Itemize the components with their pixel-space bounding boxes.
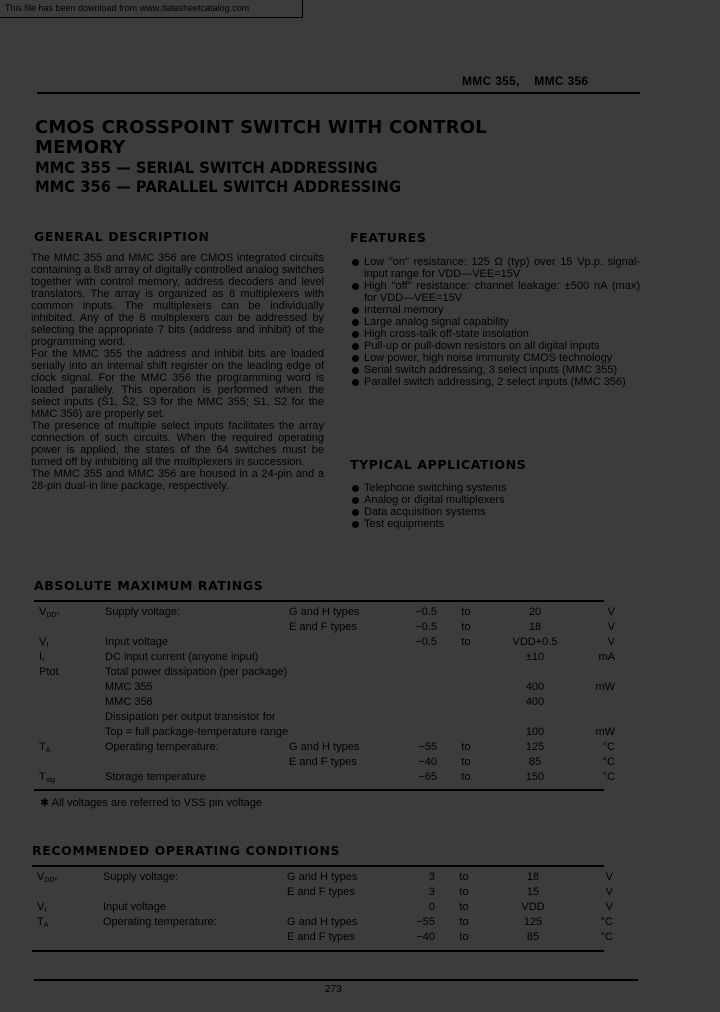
cell-unit: V: [607, 606, 615, 618]
cell-max: VDD+0.5: [512, 636, 558, 648]
table-rule: [32, 865, 604, 867]
cell-unit: mW: [595, 681, 615, 693]
cell-type: [289, 695, 397, 710]
cell-unit: [575, 710, 615, 725]
cell-unit: V: [605, 901, 613, 913]
cell-type: [289, 680, 397, 695]
symbol-main: Ptot: [39, 666, 59, 678]
symbol-main: V: [39, 606, 47, 618]
symbol-subscript: DD*: [44, 877, 58, 884]
symbol: [32, 930, 103, 945]
header-part-numbers: MMC 355, MMC 356: [462, 74, 589, 88]
cell-max: [495, 665, 575, 680]
bullet-icon: [352, 307, 359, 314]
cell-type: [289, 650, 397, 665]
title-line-2: MEMORY: [35, 137, 126, 158]
list-item: [350, 280, 640, 304]
cell-unit: mW: [595, 726, 615, 738]
cell-param: Input voltage: [105, 636, 168, 648]
cell-max: 85: [528, 756, 542, 768]
title-line-4: MMC 356 — PARALLEL SWITCH ADDRESSING: [35, 177, 402, 196]
cell-param: Dissipation per output transistor for: [105, 711, 276, 723]
bullet-icon: [352, 509, 359, 516]
cell-type: [289, 710, 397, 725]
cell-to: [437, 710, 495, 725]
page-number: 273: [325, 984, 342, 995]
paragraph: For the MMC 355 the address and inhibit bits are loaded serially into an internal shift register on the leading edge of clock signal. For the MMC 356 the programming word is loaded parallely. This operation is performed when the select inputs (S̄1, S̄2, S3 for the MMC 355; S1, S2 for the MMC 356) are properly set.: [31, 348, 324, 420]
general-description-heading: GENERAL DESCRIPTION: [34, 229, 210, 244]
cell-param: Total power dissipation (per package): [105, 666, 288, 678]
table-row: [34, 680, 615, 695]
bullet-icon: [352, 319, 359, 326]
list-item-text: Large analog signal capability: [364, 316, 509, 328]
cell-min: −0.5: [415, 636, 437, 648]
cell-param: [103, 885, 287, 900]
list-item: [350, 256, 640, 280]
paragraph: The MMC 355 and MMC 356 are housed in a 24-pin and a 28-pin dual-in line package, respectively.: [31, 468, 324, 492]
cell-to: [437, 725, 495, 740]
symbol: [34, 665, 105, 680]
cell-type: G and H types: [287, 871, 358, 883]
cell-to: to: [459, 886, 469, 898]
cell-to: to: [461, 636, 471, 648]
list-item: [350, 304, 640, 316]
cell-unit: V: [605, 871, 613, 883]
symbol-main: V: [37, 871, 45, 883]
cell-to: to: [461, 741, 471, 753]
table-row: [32, 930, 613, 945]
table-row: [32, 885, 613, 900]
cell-unit: °C: [602, 771, 615, 783]
bullet-icon: [352, 343, 359, 350]
symbol-subscript: DD*: [46, 612, 60, 619]
symbol-main: T: [39, 771, 46, 783]
symbol: [34, 770, 105, 785]
list-item: [350, 364, 640, 376]
paragraph: The MMC 355 and MMC 356 are CMOS integrated circuits containing a 8x8 array of digitally controlled analog switches together with control memory, address decoders and level translators. The array is organized as 8 multiplexers with common inputs. The multiplexers can be individually inhibited. Any of the 8 multiplexers can be addressed by selecting the appropriate 7 bits (address and inhibit) of the programming word.: [31, 252, 324, 348]
symbol-subscript: I: [46, 642, 49, 649]
symbol-subscript: stg: [45, 777, 56, 784]
list-item-text: Serial switch addressing, 3 select inputs (MMC 355): [364, 364, 618, 376]
cell-to: to: [459, 871, 469, 883]
abs-max-heading: ABSOLUTE MAXIMUM RATINGS: [34, 578, 264, 593]
table-row: [34, 695, 615, 710]
table-rule: [34, 789, 604, 791]
cell-to: to: [459, 931, 469, 943]
cell-type: E and F types: [287, 886, 355, 898]
cell-type: E and F types: [287, 931, 355, 943]
symbol: [34, 635, 105, 650]
cell-to: to: [461, 771, 471, 783]
bullet-icon: [352, 379, 359, 386]
cell-param: Supply voltage:: [105, 606, 181, 618]
cell-type: E and F types: [289, 621, 357, 633]
cell-min: 0: [428, 901, 435, 913]
symbol: [34, 695, 105, 710]
download-banner: This file has been download from www.datasheetcatalog.com: [0, 0, 303, 18]
table-row: [34, 740, 615, 755]
cell-unit: °C: [600, 916, 613, 928]
cell-to: [437, 665, 495, 680]
cell-max: 18: [528, 621, 542, 633]
cell-unit: V: [607, 636, 615, 648]
cell-max: VDD: [521, 901, 545, 913]
table-row: [34, 635, 615, 650]
table-row: [34, 710, 615, 725]
cell-min: −65: [418, 771, 437, 783]
cell-to: [437, 695, 495, 710]
bullet-icon: [352, 485, 359, 492]
cell-max: 85: [526, 931, 540, 943]
header-rule: [37, 92, 640, 94]
abs-max-table: [34, 605, 615, 785]
table-row: [34, 665, 615, 680]
symbol: [32, 885, 103, 900]
cell-min: −0.5: [415, 621, 437, 633]
cell-min: [397, 650, 437, 665]
cell-unit: [575, 665, 615, 680]
rec-op-heading: RECOMMENDED OPERATING CONDITIONS: [32, 843, 341, 858]
cell-unit: °C: [602, 756, 615, 768]
cell-type: G and H types: [287, 916, 358, 928]
cell-type: G and H types: [289, 741, 360, 753]
title-line-3: MMC 355 — SERIAL SWITCH ADDRESSING: [35, 158, 378, 177]
cell-to: [437, 680, 495, 695]
applications-list: [350, 482, 640, 530]
table-row: [34, 755, 615, 770]
symbol-main: V: [39, 636, 47, 648]
table-row: [34, 605, 615, 620]
cell-type: [289, 665, 397, 680]
table-row: [32, 915, 613, 930]
cell-max: 18: [526, 871, 540, 883]
cell-param: DC input current (anyone input): [105, 651, 259, 663]
bullet-icon: [352, 355, 359, 362]
cell-min: −55: [416, 916, 435, 928]
cell-param: MMC 356: [105, 696, 153, 708]
table-row: [34, 620, 615, 635]
cell-max: 150: [525, 771, 545, 783]
symbol: [34, 755, 105, 770]
cell-to: to: [461, 756, 471, 768]
symbol: [34, 710, 105, 725]
bullet-icon: [352, 331, 359, 338]
cell-min: −55: [418, 741, 437, 753]
cell-max: 400: [525, 681, 545, 693]
list-item: [350, 340, 640, 352]
cell-min: [397, 695, 437, 710]
table-row: [34, 725, 615, 740]
list-item: [350, 494, 640, 506]
bullet-icon: [352, 497, 359, 504]
cell-max: 20: [528, 606, 542, 618]
symbol-subscript: I: [42, 657, 45, 664]
list-item-text: High "off" resistance: channel leakage: ±500 nA (max) for VDD—VEE=15V: [364, 280, 640, 304]
cell-param: Supply voltage:: [103, 871, 179, 883]
list-item-text: Telephone switching systems: [364, 482, 507, 494]
cell-max: ±10: [525, 651, 545, 663]
list-item-text: Parallel switch addressing, 2 select inputs (MMC 356): [364, 376, 626, 388]
cell-max: 125: [523, 916, 543, 928]
list-item-text: Analog or digital multiplexers: [364, 494, 505, 506]
cell-type: [289, 770, 397, 785]
bullet-icon: [352, 259, 359, 266]
list-item: [350, 506, 640, 518]
list-item: [350, 352, 640, 364]
symbol-main: I: [39, 651, 43, 663]
footer-rule: [34, 979, 638, 981]
symbol-subscript: A: [43, 922, 49, 929]
list-item: [350, 482, 640, 494]
cell-unit: V: [605, 886, 613, 898]
cell-max: 100: [525, 726, 545, 738]
rec-op-table: [32, 870, 613, 945]
table-row: [34, 650, 615, 665]
cell-min: [397, 725, 437, 740]
symbol: [34, 605, 105, 620]
list-item: [350, 376, 640, 388]
cell-unit: V: [607, 621, 615, 633]
cell-min: [397, 710, 437, 725]
cell-type: [289, 725, 397, 740]
cell-min: −40: [416, 931, 435, 943]
cell-unit: °C: [602, 741, 615, 753]
table-row: [32, 870, 613, 885]
cell-type: E and F types: [289, 756, 357, 768]
cell-min: 3: [428, 886, 435, 898]
cell-min: −40: [418, 756, 437, 768]
list-item-text: Internal memory: [364, 304, 444, 316]
symbol-main: T: [39, 741, 46, 753]
cell-unit: mA: [598, 651, 615, 663]
cell-type: [289, 635, 397, 650]
cell-param: Input voltage: [103, 901, 166, 913]
symbol: [34, 725, 105, 740]
bullet-icon: [352, 283, 359, 290]
cell-param: Operating temperature:: [105, 741, 219, 753]
list-item-text: Low power, high noise immunity CMOS technology: [364, 352, 613, 364]
cell-min: [397, 665, 437, 680]
symbol-subscript: A: [45, 747, 51, 754]
symbol: [34, 740, 105, 755]
table-row: [34, 770, 615, 785]
features-list: [350, 256, 640, 388]
cell-unit: [575, 695, 615, 710]
features-heading: FEATURES: [350, 230, 427, 245]
cell-param: Storage temperature: [105, 771, 206, 783]
cell-unit: °C: [600, 931, 613, 943]
table-rule: [32, 950, 604, 952]
cell-max: 15: [526, 886, 540, 898]
symbol-main: V: [37, 901, 45, 913]
list-item-text: Data acquisition systems: [364, 506, 486, 518]
cell-type: [287, 900, 395, 915]
applications-heading: TYPICAL APPLICATIONS: [350, 457, 527, 472]
cell-to: to: [459, 916, 469, 928]
table-rule: [34, 600, 604, 602]
list-item: [350, 328, 640, 340]
cell-type: G and H types: [289, 606, 360, 618]
cell-min: [397, 680, 437, 695]
cell-max: 125: [525, 741, 545, 753]
cell-param: MMC 355: [105, 681, 153, 693]
cell-param: [103, 930, 287, 945]
cell-max: 400: [525, 696, 545, 708]
symbol: [32, 915, 103, 930]
general-description-body: [31, 252, 324, 492]
symbol: [34, 680, 105, 695]
symbol: [34, 650, 105, 665]
footnote: ✱ All voltages are referred to VSS pin voltage: [40, 797, 263, 809]
list-item-text: Low "on" resistance: 125 Ω (typ) over 15 Vp.p. signal-input range for VDD—VEE=15V: [364, 256, 640, 280]
cell-to: to: [461, 606, 471, 618]
list-item: [350, 518, 640, 530]
list-item-text: Test equipments: [364, 518, 445, 530]
symbol: [34, 620, 105, 635]
cell-max: [495, 710, 575, 725]
cell-param: Top = full package-temperature range: [105, 726, 289, 738]
symbol: [32, 900, 103, 915]
cell-to: [437, 650, 495, 665]
cell-param: [105, 755, 289, 770]
title-line-1: CMOS CROSSPOINT SWITCH WITH CONTROL: [35, 117, 487, 138]
list-item: [350, 316, 640, 328]
table-row: [32, 900, 613, 915]
symbol: [32, 870, 103, 885]
cell-param: [105, 620, 289, 635]
bullet-icon: [352, 367, 359, 374]
cell-to: to: [461, 621, 471, 633]
paragraph: The presence of multiple select inputs facilitates the array connection of such circuits. When the required operating power is applied, the states of the 64 switches must be turned off by inhibiting all the multiplexers in succession.: [31, 420, 324, 468]
cell-to: to: [459, 901, 469, 913]
symbol-main: T: [37, 916, 44, 928]
symbol-subscript: I: [44, 907, 47, 914]
cell-min: 3: [428, 871, 435, 883]
cell-param: Operating temperature:: [103, 916, 217, 928]
bullet-icon: [352, 521, 359, 528]
cell-min: −0.5: [415, 606, 437, 618]
list-item-text: Pull-up or pull-down resistors on all digital inputs: [364, 340, 600, 352]
list-item-text: High cross-talk off-state insolation: [364, 328, 529, 340]
